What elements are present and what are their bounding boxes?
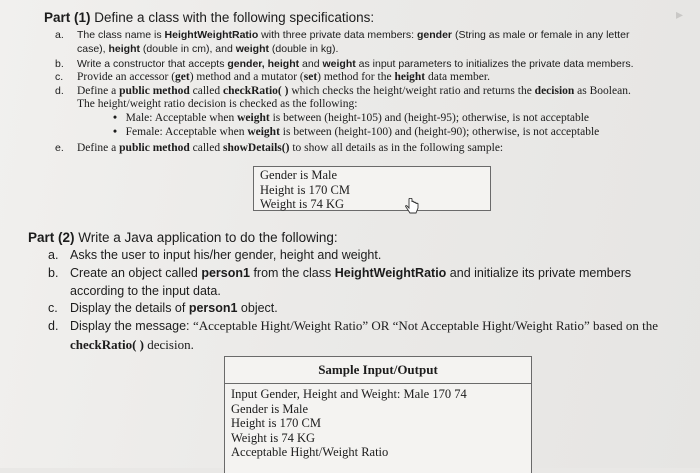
- item-letter: d.: [55, 85, 64, 97]
- item-d-line1: Define a public method called checkRatio( ) which checks the height/weight ratio and returns the decision as Boolean.: [77, 85, 631, 97]
- hand-cursor-icon: [404, 198, 420, 216]
- part2-item-b: [48, 266, 631, 280]
- part1-heading: [44, 10, 374, 25]
- part1-item-e: [55, 142, 503, 154]
- part1-title: Define a class with the following specifications:: [94, 10, 375, 25]
- part2-item-d-line2: checkRatio( ) decision.: [70, 337, 194, 352]
- part1-item-b: [55, 58, 634, 70]
- item-letter: d.: [48, 319, 59, 333]
- io-line-weight: Weight is 74 KG: [231, 430, 316, 445]
- part1-item-c: [55, 71, 490, 83]
- item-letter: b.: [55, 58, 64, 70]
- io-line-gender: Gender is Male: [231, 401, 309, 416]
- item-d-message: “Acceptable Hight/Weight Ratio” OR “Not Acceptable Hight/Weight Ratio” based on the: [192, 318, 659, 333]
- part2-item-c: [48, 301, 278, 315]
- part1-item-d: [55, 85, 631, 97]
- bullet-dot-icon: •: [113, 126, 118, 138]
- bullet-dot-icon: •: [113, 112, 118, 124]
- sample-io-box: [224, 356, 532, 473]
- item-letter: b.: [48, 266, 59, 280]
- item-letter: a.: [55, 29, 64, 41]
- part2-title: Write a Java application to do the following:: [78, 230, 338, 245]
- sample-output-box: [253, 166, 491, 211]
- item-letter: c.: [48, 301, 58, 315]
- item-c-text: Display the details of person1 object.: [70, 301, 278, 315]
- bullet-female: [113, 126, 599, 138]
- sample-io-title: Sample Input/Output: [225, 357, 531, 384]
- item-d-line1: Display the message:: [70, 319, 193, 333]
- sample-line-gender: Gender is Male: [260, 168, 338, 182]
- item-e-line1: Define a public method called showDetails() to show all details as in the following sample:: [77, 142, 504, 154]
- io-line-decision: Acceptable Hight/Weight Ratio: [231, 445, 389, 459]
- part1-item-a: [55, 29, 629, 41]
- item-b-line1: Write a constructor that accepts gender, height and weight as input parameters to initializes the private data members.: [77, 58, 634, 70]
- item-b-line1: Create an object called person1 from the class HeightWeightRatio and initialize its private members: [70, 266, 632, 280]
- item-c-line1: Provide an accessor (get) method and a mutator (set) method for the height data member.: [77, 71, 490, 83]
- sample-line-height: Height is 170 CM: [260, 182, 350, 197]
- item-a-line1: The class name is HeightWeightRatio with three private data members: gender (String as male or female in any letter: [77, 29, 630, 41]
- item-letter: c.: [55, 71, 64, 83]
- part2-item-a: [48, 248, 381, 262]
- bullet-female-text: Female: Acceptable when weight is between (height-100) and (height-90); otherwise, is not acceptable: [125, 126, 600, 138]
- part2-label: Part (2): [28, 230, 75, 245]
- page-corner-icon: ▸: [676, 6, 684, 22]
- item-letter: e.: [55, 142, 64, 154]
- part2-item-d: [48, 318, 658, 334]
- io-line-height: Height is 170 CM: [231, 416, 321, 430]
- item-a-text: Asks the user to input his/her gender, height and weight.: [70, 248, 382, 262]
- bullet-male: [113, 112, 589, 124]
- part1-item-a-line2: case), height (double in cm), and weight (double in kg).: [77, 43, 339, 55]
- sample-line-weight: Weight is 74 KG: [260, 197, 345, 211]
- part1-label: Part (1): [44, 10, 91, 25]
- io-line-input: Input Gender, Height and Weight: Male 170 74: [231, 387, 467, 401]
- bullet-male-text: Male: Acceptable when weight is between (height-105) and (height-95); otherwise, is not acceptable: [125, 112, 590, 124]
- part2-heading: [28, 230, 338, 245]
- item-letter: a.: [48, 248, 59, 262]
- part2-item-b-line2: according to the input data.: [70, 284, 221, 298]
- part1-item-d-line2: The height/weight ratio decision is checked as the following:: [77, 98, 358, 110]
